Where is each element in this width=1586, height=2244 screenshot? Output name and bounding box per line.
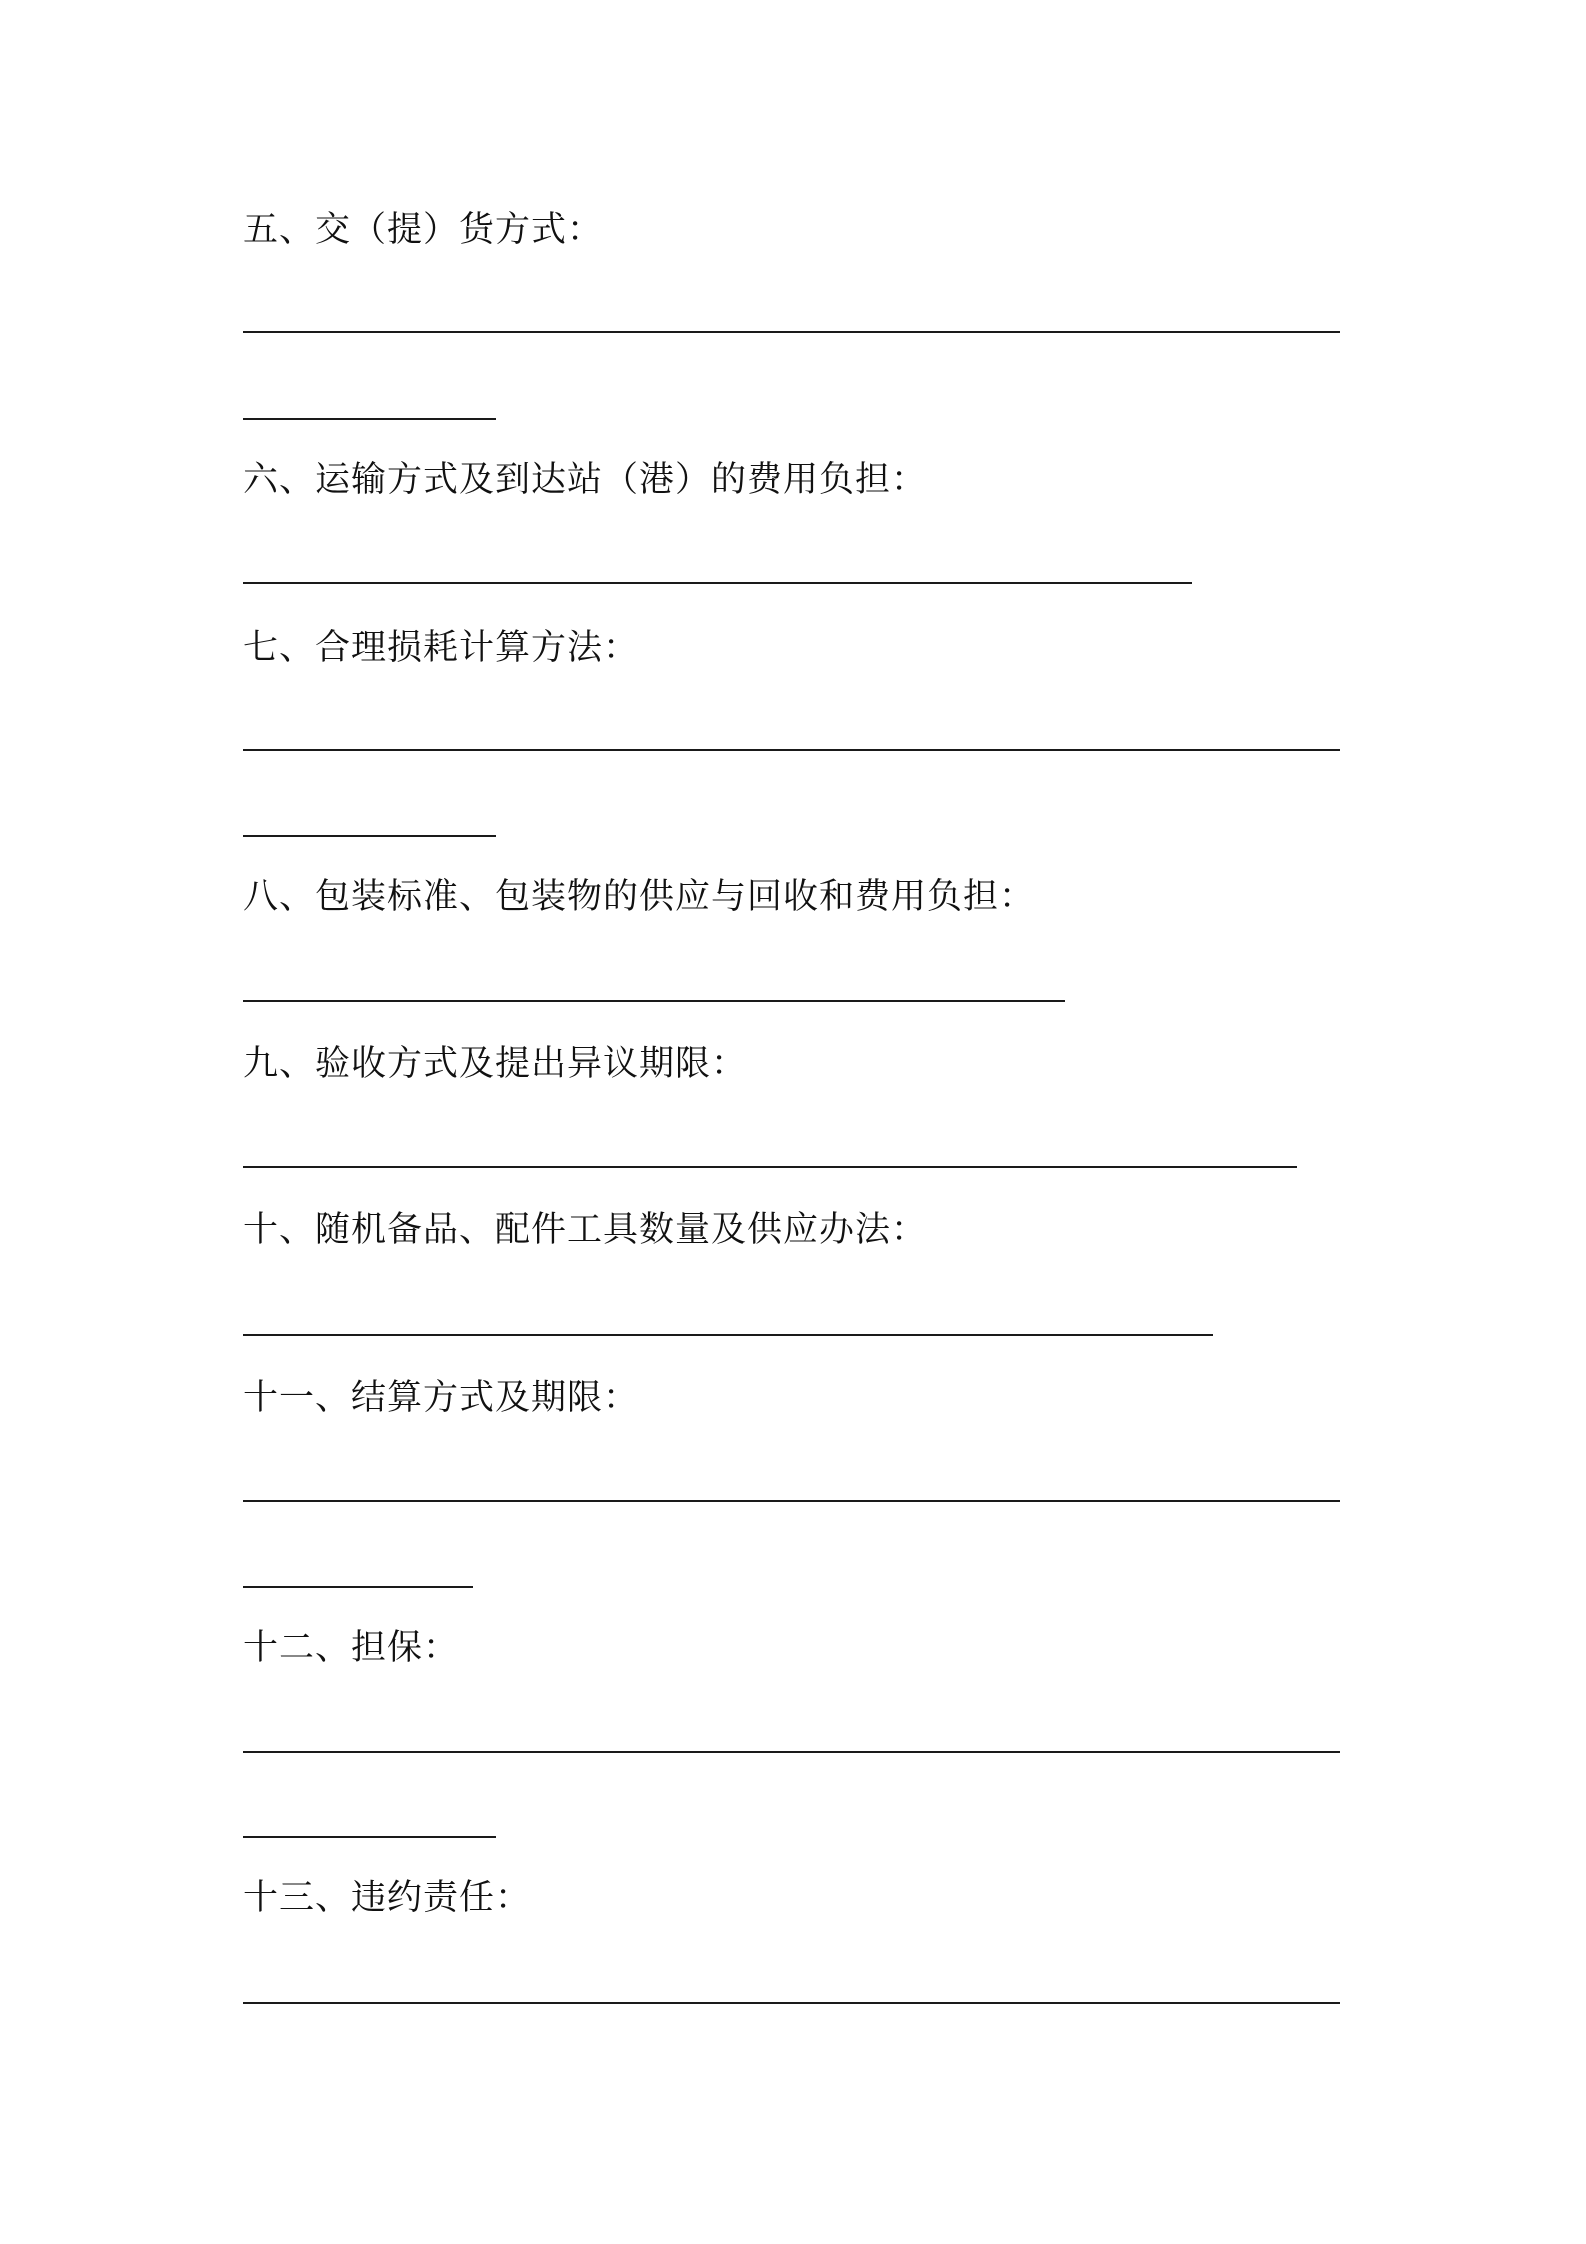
section-heading-10: 十、随机备品、配件工具数量及供应办法： — [243, 1210, 928, 1250]
fill-in-line[interactable] — [243, 1334, 1213, 1336]
fill-in-line[interactable] — [243, 1166, 1297, 1168]
section-heading-13: 十三、违约责任： — [243, 1878, 532, 1918]
fill-in-line[interactable] — [243, 2002, 1340, 2004]
section-heading-11: 十一、结算方式及期限： — [243, 1378, 640, 1418]
fill-in-line[interactable] — [243, 418, 496, 420]
section-heading-5: 五、交（提）货方式： — [243, 210, 604, 250]
fill-in-line[interactable] — [243, 582, 1192, 584]
fill-in-line[interactable] — [243, 835, 496, 837]
fill-in-line[interactable] — [243, 1586, 473, 1588]
section-heading-8: 八、包装标准、包装物的供应与回收和费用负担： — [243, 877, 1036, 917]
fill-in-line[interactable] — [243, 1836, 496, 1838]
fill-in-line[interactable] — [243, 1000, 1065, 1002]
fill-in-line[interactable] — [243, 331, 1340, 333]
fill-in-line[interactable] — [243, 749, 1340, 751]
section-heading-7: 七、合理损耗计算方法： — [243, 628, 640, 668]
section-heading-12: 十二、担保： — [243, 1628, 460, 1668]
fill-in-line[interactable] — [243, 1500, 1340, 1502]
fill-in-line[interactable] — [243, 1751, 1340, 1753]
section-heading-9: 九、验收方式及提出异议期限： — [243, 1044, 748, 1084]
section-heading-6: 六、运输方式及到达站（港）的费用负担： — [243, 460, 928, 500]
